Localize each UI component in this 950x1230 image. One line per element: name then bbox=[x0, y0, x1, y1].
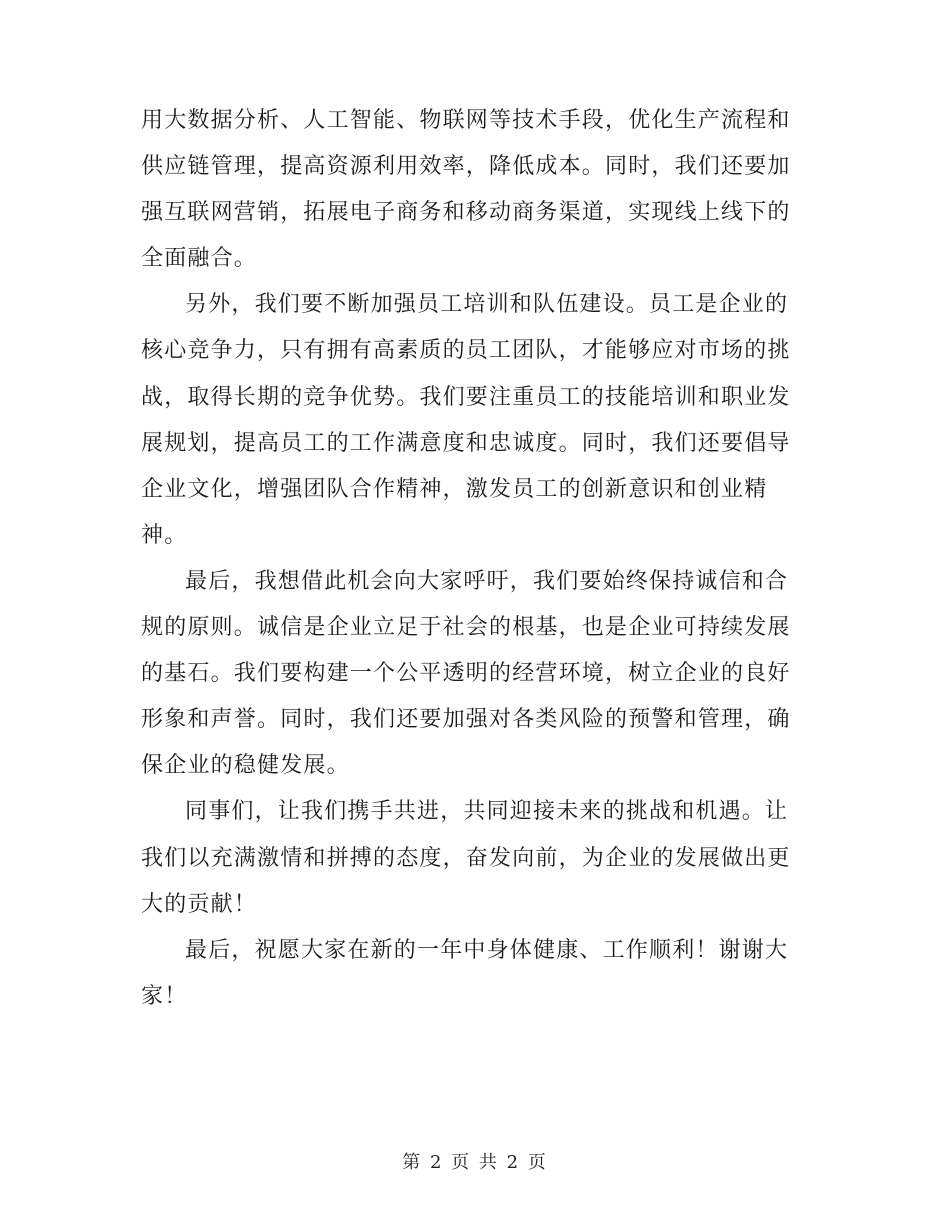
paragraph-line: 战，取得长期的竞争优势。我们要注重员工的技能培训和职业发 bbox=[141, 384, 791, 410]
paragraph-line: 同事们，让我们携手共进，共同迎接未来的挑战和机遇。让 bbox=[185, 799, 789, 825]
paragraph-1 bbox=[141, 98, 806, 282]
paragraph-5 bbox=[141, 928, 806, 1020]
paragraph-line: 我们以充满激情和拼搏的态度，奋发向前，为企业的发展做出更 bbox=[141, 845, 791, 871]
paragraph-line: 形象和声誉。同时，我们还要加强对各类风险的预警和管理，确 bbox=[141, 707, 791, 733]
paragraph-line: 供应链管理，提高资源利用效率，降低成本。同时，我们还要加 bbox=[141, 154, 791, 180]
paragraph-4 bbox=[141, 789, 806, 927]
paragraph-line: 最后，我想借此机会向大家呼吁，我们要始终保持诚信和合 bbox=[185, 568, 789, 594]
paragraph-line: 企业文化，增强团队合作精神，激发员工的创新意识和创业精 bbox=[141, 476, 768, 502]
paragraph-line: 强互联网营销，拓展电子商务和移动商务渠道，实现线上线下的 bbox=[141, 200, 791, 226]
paragraph-3 bbox=[141, 559, 806, 789]
paragraph-line: 大的贡献！ bbox=[141, 891, 258, 917]
paragraph-line: 的基石。我们要构建一个公平透明的经营环境，树立企业的良好 bbox=[141, 661, 791, 687]
paragraph-line: 家！ bbox=[141, 983, 188, 1009]
paragraph-2 bbox=[141, 282, 806, 559]
paragraph-line: 用大数据分析、人工智能、物联网等技术手段，优化生产流程和 bbox=[141, 108, 791, 133]
paragraph-line: 最后，祝愿大家在新的一年中身体健康、工作顺利！谢谢大 bbox=[185, 937, 789, 963]
paragraph-line: 保企业的稳健发展。 bbox=[141, 753, 350, 779]
document-body bbox=[141, 98, 806, 1020]
page-number-footer: 第 2 页 共 2 页 bbox=[402, 1152, 548, 1173]
paragraph-line: 全面融合。 bbox=[141, 246, 258, 272]
paragraph-line: 规的原则。诚信是企业立足于社会的根基，也是企业可持续发展 bbox=[141, 615, 791, 641]
paragraph-line: 展规划，提高员工的工作满意度和忠诚度。同时，我们还要倡导 bbox=[141, 430, 791, 456]
paragraph-line: 神。 bbox=[141, 522, 188, 548]
paragraph-line: 另外，我们要不断加强员工培训和队伍建设。员工是企业的 bbox=[185, 292, 789, 318]
paragraph-line: 核心竞争力，只有拥有高素质的员工团队，才能够应对市场的挑 bbox=[141, 338, 791, 364]
